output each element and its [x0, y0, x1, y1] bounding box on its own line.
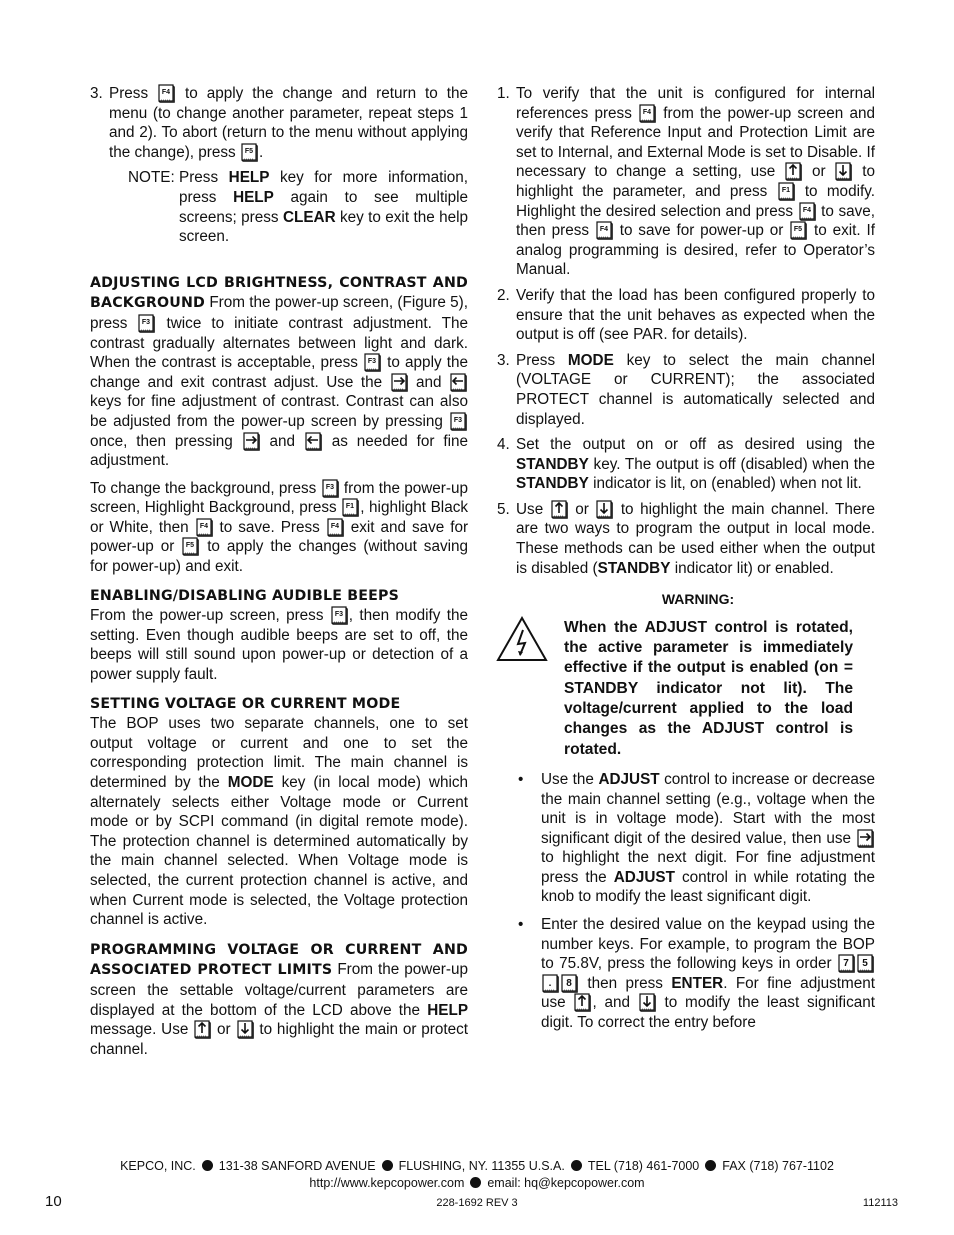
section-heading: ENABLING/DISABLING AUDIBLE BEEPS: [90, 587, 400, 604]
f4-key-icon: [596, 221, 613, 240]
eight-key-icon: [561, 974, 578, 993]
right-column: [497, 84, 875, 1033]
bullet-adjust: • Use the ADJUST control to increase or decrease the main channel setting (e.g., voltage when the unit is in voltage mode). Start with the most significant digit of the desired value, then use to highlight the next digit. For fine adjustment press the ADJUST control in while rotating the knob to modify the least significant digit.: [518, 770, 876, 906]
svg-text:F3: F3: [367, 358, 377, 366]
f1-key-icon: [778, 182, 795, 201]
section-heading: ADJUSTING LCD BRIGHTNESS, CONTRAST AND BACKGROUND: [90, 274, 468, 312]
svg-text:F3: F3: [334, 611, 343, 619]
svg-text:F5: F5: [244, 147, 254, 155]
step-3: 3. Press F4 to apply the change and return to the menu (to change another parameter, repeat steps 1 and 2). To abort (return to the menu without applying the change), press F5 .: [90, 85, 469, 161]
right-arrow-key-icon: [857, 829, 874, 848]
step-number: 3.: [90, 85, 103, 102]
f5-key-icon: [790, 221, 807, 240]
svg-text:F5: F5: [186, 542, 195, 550]
bullet-dot-icon: [571, 1160, 582, 1171]
beeps-section: ENABLING/DISABLING AUDIBLE BEEPS From the power-up screen, press F3 , then modify the setting. Even though audible beeps are set to off, the beeps will still sound upon power-up or detection of a power supply fault.: [90, 587, 469, 684]
svg-text:F1: F1: [346, 503, 355, 511]
svg-text:F3: F3: [453, 416, 463, 424]
bullet-dot-icon: [705, 1160, 716, 1171]
down-arrow-key-icon: [596, 500, 613, 519]
high-voltage-warning-icon: [496, 616, 548, 662]
f4-key-icon: [196, 518, 213, 537]
seven-key-icon: [838, 954, 855, 973]
bullet-dot-icon: [382, 1160, 393, 1171]
svg-text:F4: F4: [599, 226, 608, 234]
up-arrow-key-icon: [551, 500, 568, 519]
f3-key-icon: [364, 353, 381, 372]
up-arrow-key-icon: [574, 993, 591, 1012]
document-revision: 228-1692 REV 3: [436, 1197, 518, 1209]
up-arrow-key-icon: [785, 162, 802, 181]
help-note: NOTE: Press HELP key for more information, press HELP again to see multiple screens; press CLEAR key to exit the help screen.: [128, 169, 469, 246]
f3-key-icon: [138, 314, 155, 333]
svg-text:F5: F5: [794, 226, 803, 234]
warning-box: When the ADJUST control is rotated, the active parameter is immediately effective if the output is enabled (on = STANDBY indicator not lit). The voltage/current applied to the load changes as the ADJUST control is rotated.: [497, 618, 853, 760]
f4-key-icon: [639, 104, 656, 123]
down-arrow-key-icon: [639, 993, 656, 1012]
left-arrow-key-icon: [305, 432, 322, 451]
f3-key-icon: [450, 412, 467, 431]
page-number: 10: [45, 1193, 62, 1210]
bullet-dot-icon: [470, 1177, 481, 1188]
page-footer: [0, 1158, 954, 1192]
website-link[interactable]: http://www.kepcopower.com: [309, 1176, 465, 1190]
email-link[interactable]: email: hq@kepcopower.com: [487, 1176, 645, 1190]
f4-key-icon: [158, 84, 175, 103]
svg-text:F4: F4: [199, 522, 208, 530]
svg-text:7: 7: [843, 958, 849, 970]
svg-text:.: .: [548, 977, 552, 989]
svg-text:F4: F4: [642, 108, 652, 116]
footer-address-line: KEPCO, INC. 131-38 SANFORD AVENUE FLUSHING, NY. 11355 U.S.A. TEL (718) 461-7000 FAX (718) 767-1102: [120, 1159, 834, 1173]
right-arrow-key-icon: [391, 373, 408, 392]
svg-text:F1: F1: [781, 186, 790, 194]
step-5: 5. Use or to highlight the main channel. There are two ways to program the output in local mode. These methods can be used either when the output is disabled (STANDBY indicator lit) or enabled.: [497, 500, 875, 577]
section-heading: PROGRAMMING VOLTAGE OR CURRENT AND ASSOCIATED PROTECT LIMITS: [90, 941, 468, 979]
f5-key-icon: [241, 143, 258, 162]
svg-text:5: 5: [862, 958, 868, 970]
step-1: 1. To verify that the unit is configured for internal references press F4 from the power-up screen and verify that Reference Input and Protection Limit are set to Internal, and External Mode is set to Disable. If necessary to change a setting, use or to highlight the parameter, and press F1 to modify. Highlight the desired selection and press F4 to save, then press F4 to save for power-up or F5 to exit. If analog programming is desired, refer to Operator’s Manual.: [497, 85, 876, 279]
f3-key-icon: [331, 606, 348, 625]
svg-text:8: 8: [566, 977, 572, 989]
f1-key-icon: [342, 498, 359, 517]
svg-text:F3: F3: [142, 318, 151, 326]
five-key-icon: [857, 954, 874, 973]
section-heading: SETTING VOLTAGE OR CURRENT MODE: [90, 695, 401, 712]
mode-section: SETTING VOLTAGE OR CURRENT MODE The BOP uses two separate channels, one to set output voltage or current and one to set the corresponding protection limit. The main channel is determined by the MODE key (in local mode) which alternately selects either Voltage mode or Current mode or by SCPI command (in digital remote mode). The protection channel is determined automatically by the main channel selected. When Voltage mode is selected, the current protection channel is active, and when Current mode is selected, the Voltage protection channel is active.: [90, 695, 469, 929]
f4-key-icon: [799, 202, 816, 221]
bullet-dot-icon: [202, 1160, 213, 1171]
f5-key-icon: [182, 537, 199, 556]
svg-text:F4: F4: [161, 89, 171, 96]
lcd-brightness-section: ADJUSTING LCD BRIGHTNESS, CONTRAST AND BACKGROUND From the power-up screen, (Figure 5), press F3 twice to initiate contrast adjustment. The contrast gradually alternates between light and dark. When the contrast is acceptable, press F3 to apply the change and exit contrast adjust. Use the and keys for fine adjustment of contrast. Contrast can also be adjusted from the power-up screen by pressing F3 once, then pressing and as needed for fine adjustment.: [90, 274, 469, 470]
background-paragraph: To change the background, press F3 from the power-up screen, Highlight Background, press F1 , highlight Black or White, then F4 to save. Press F4 exit and save for power-up or F5 to apply the changes (without saving for power-up) and exit.: [90, 479, 469, 576]
left-arrow-key-icon: [450, 373, 467, 392]
left-column: [90, 84, 468, 1059]
down-arrow-key-icon: [835, 162, 852, 181]
svg-text:F3: F3: [325, 483, 334, 491]
right-arrow-key-icon: [243, 432, 260, 451]
up-arrow-key-icon: [194, 1020, 211, 1039]
footer-web-line: [0, 1175, 954, 1192]
programming-section: PROGRAMMING VOLTAGE OR CURRENT AND ASSOCIATED PROTECT LIMITS From the power-up screen the settable voltage/current parameters are displayed at the bottom of the LCD above the HELP message. Use or to highlight the main or protect channel.: [90, 941, 469, 1058]
warning-title: WARNING:: [661, 591, 735, 608]
svg-text:F4: F4: [802, 206, 811, 214]
step-2: 2. Verify that the load has been configured properly to ensure that the unit behaves as expected when the output is off (see PAR. for details).: [497, 286, 875, 344]
decimal-key-icon: [542, 974, 559, 993]
step-4: 4. Set the output on or off as desired using the STANDBY key. The output is off (disabled) when the STANDBY indicator is lit, on (enabled) when not lit.: [497, 436, 875, 493]
down-arrow-key-icon: [237, 1020, 254, 1039]
svg-text:F4: F4: [330, 522, 339, 530]
bullet-keypad: • Enter the desired value on the keypad using the number keys. For example, to program the BOP to 75.8V, press the following keys in order 7 5 . 8 then press ENTER. For fine adjustment use , and to modify the least significant digit. To correct the entry before: [518, 916, 876, 1032]
date-code: 112113: [862, 1197, 898, 1209]
f4-key-icon: [327, 518, 344, 537]
f3-key-icon: [322, 479, 339, 498]
step-3-mode: 3. Press MODE key to select the main channel (VOLTAGE or CURRENT); the associated PROTECT channel is automatically selected and displayed.: [497, 351, 875, 428]
